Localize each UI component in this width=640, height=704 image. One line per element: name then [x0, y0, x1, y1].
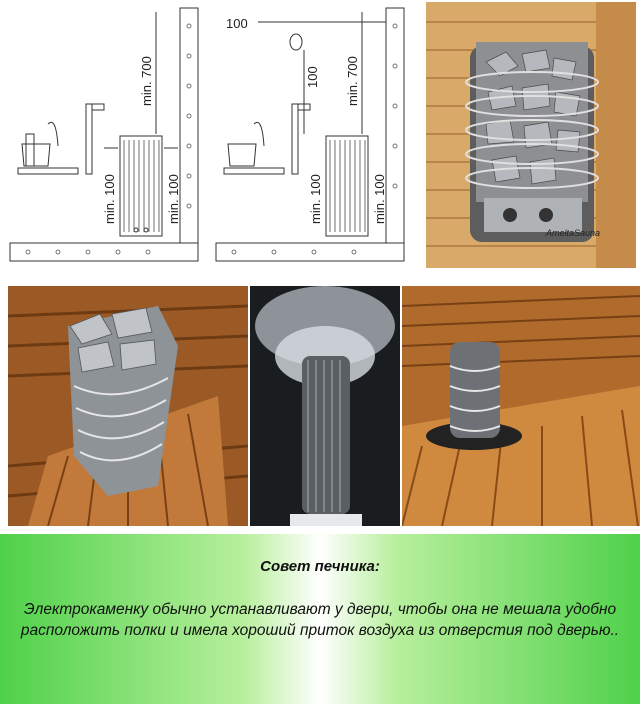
heater-photo-corner	[8, 286, 248, 526]
heater-photo-steam	[250, 286, 400, 526]
tip-panel	[0, 534, 640, 704]
dim-side-left: min. 100	[166, 174, 181, 224]
dim-sensor-drop: 100	[305, 66, 320, 88]
clearance-diagram-right	[214, 6, 410, 268]
dim-front-right: min. 100	[308, 174, 323, 224]
dim-top-left: min. 700	[139, 56, 154, 106]
tip-title: Совет печника:	[260, 558, 380, 575]
heater-photo-bench	[402, 286, 640, 526]
photo-corner-label: AmeltaSauna	[546, 228, 601, 238]
dim-sensor-offset: 100	[226, 16, 248, 31]
dim-front-left: min. 100	[102, 174, 117, 224]
dim-top-right: min. 700	[345, 56, 360, 106]
heater-photo-wall	[426, 2, 636, 268]
dim-side-right: min. 100	[372, 174, 387, 224]
tip-body: Электрокаменку обычно устанавливают у двери, чтобы она не мешала удобно расположить полки и имела хороший приток воздуха из отверстия под дверью..	[20, 601, 620, 639]
clearance-diagram-left	[8, 6, 204, 268]
